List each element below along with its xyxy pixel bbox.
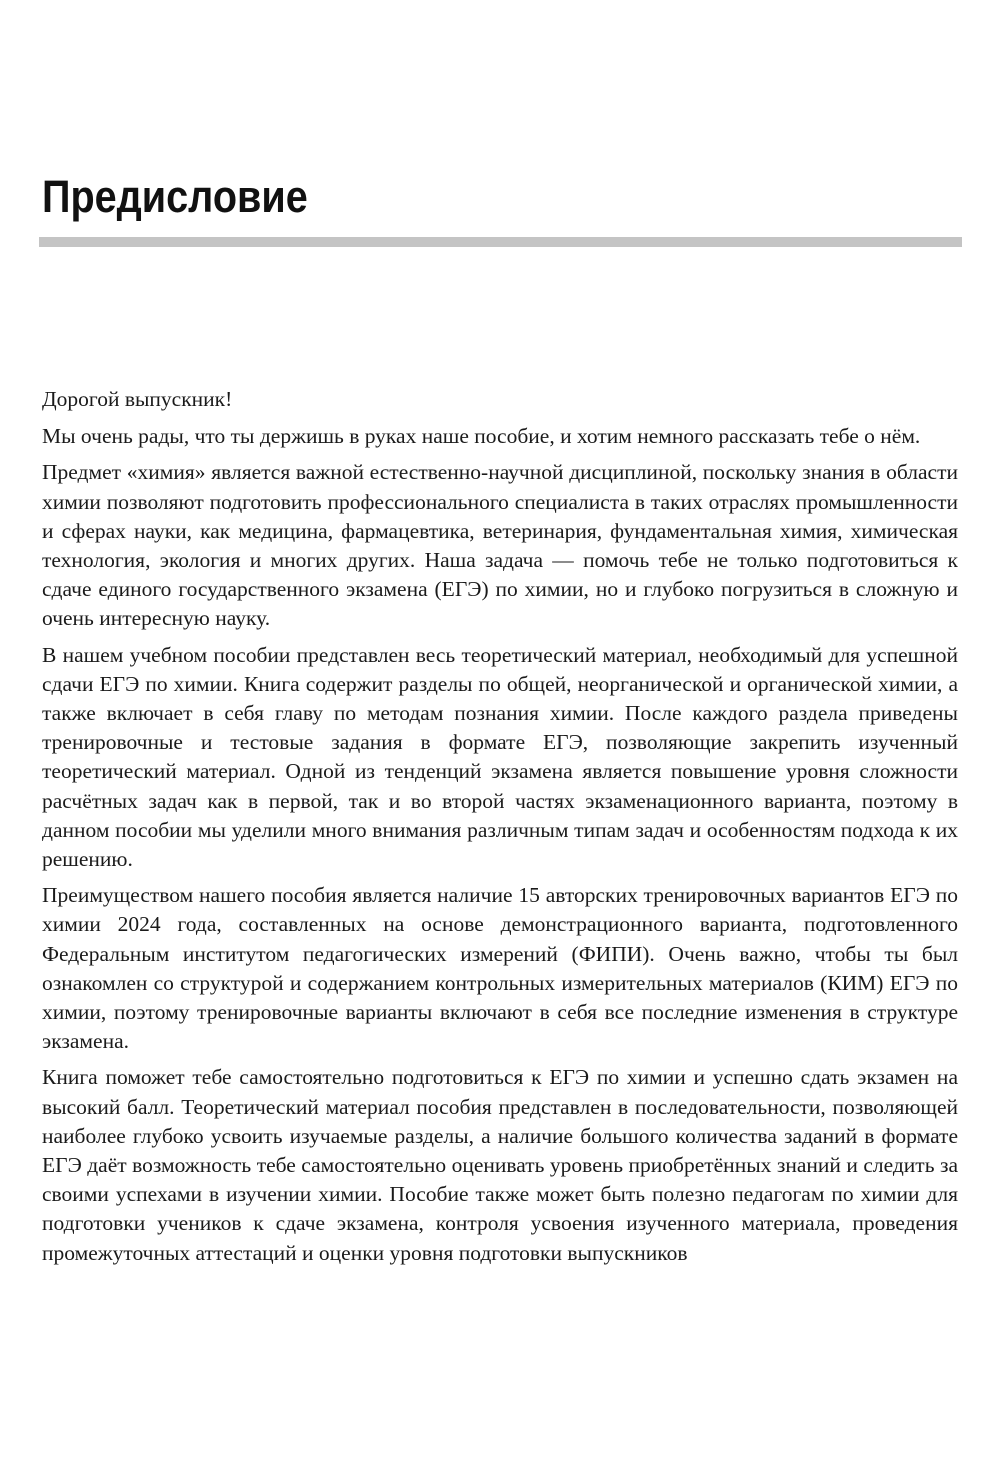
body-paragraph: Мы очень рады, что ты держишь в руках наше пособие, и хотим немного рассказать тебе о нём. — [42, 424, 921, 449]
page-title: Предисловие — [42, 171, 308, 222]
heading-underline — [39, 237, 962, 247]
body-text — [42, 385, 958, 1275]
body-paragraph: Книга поможет тебе самостоятельно подготовиться к ЕГЭ по химии и успешно сдать экзамен на высокий балл. Теоретический материал пособия представлен в последовательности, позволяющей наиболее глубоко усвоить изучаемые разделы, а наличие большого количества заданий в формате ЕГЭ даёт возможность тебе самостоятельно оценивать уровень приобретённых знаний и следить за своими успехами в изучении химии. Пособие также может быть полезно педагогам по химии для подготовки учеников к сдаче экзамена, контроля усвоения изученного материала, проведения промежуточных аттестаций и оценки уровня подготовки выпускников — [42, 1065, 958, 1265]
body-paragraph: Преимуществом нашего пособия является наличие 15 авторских тренировочных вариантов ЕГЭ по химии 2024 года, составленных на основе демонстрационного варианта, подготовленного Федеральным институтом педагогических измерений (ФИПИ). Очень важно, чтобы ты был ознакомлен со структурой и содержанием контрольных измерительных материалов (КИМ) ЕГЭ по химии, поэтому тренировочные варианты включают в себя все последние изменения в структуре экзамена. — [42, 883, 958, 1054]
body-paragraph: Предмет «химия» является важной естественно-научной дисциплиной, поскольку знания в области химии позволяют подготовить профессионального специалиста в таких отраслях промышленности и сферах науки, как медицина, фармацевтика, ветеринария, фундаментальная химия, химическая технология, экология и многих других. Наша задача — помочь тебе не только подготовиться к сдаче единого государственного экзамена (ЕГЭ) по химии, но и глубоко погрузиться в сложную и очень интересную науку. — [42, 460, 958, 631]
body-paragraph: В нашем учебном пособии представлен весь теоретический материал, необходимый для успешной сдачи ЕГЭ по химии. Книга содержит разделы по общей, неорганической и органической химии, а также включает в себя главу по методам познания химии. После каждого раздела приведены тренировочные и тестовые задания в формате ЕГЭ, позволяющие закрепить изученный теоретический материал. Одной из тенденций экзамена является повышение уровня сложности расчётных задач как в первой, так и во второй частях экзаменационного варианта, поэтому в данном пособии мы уделили много внимания различным типам задач и особенностям подхода к их решению. — [42, 642, 958, 872]
greeting-paragraph: Дорогой выпускник! — [42, 387, 233, 411]
